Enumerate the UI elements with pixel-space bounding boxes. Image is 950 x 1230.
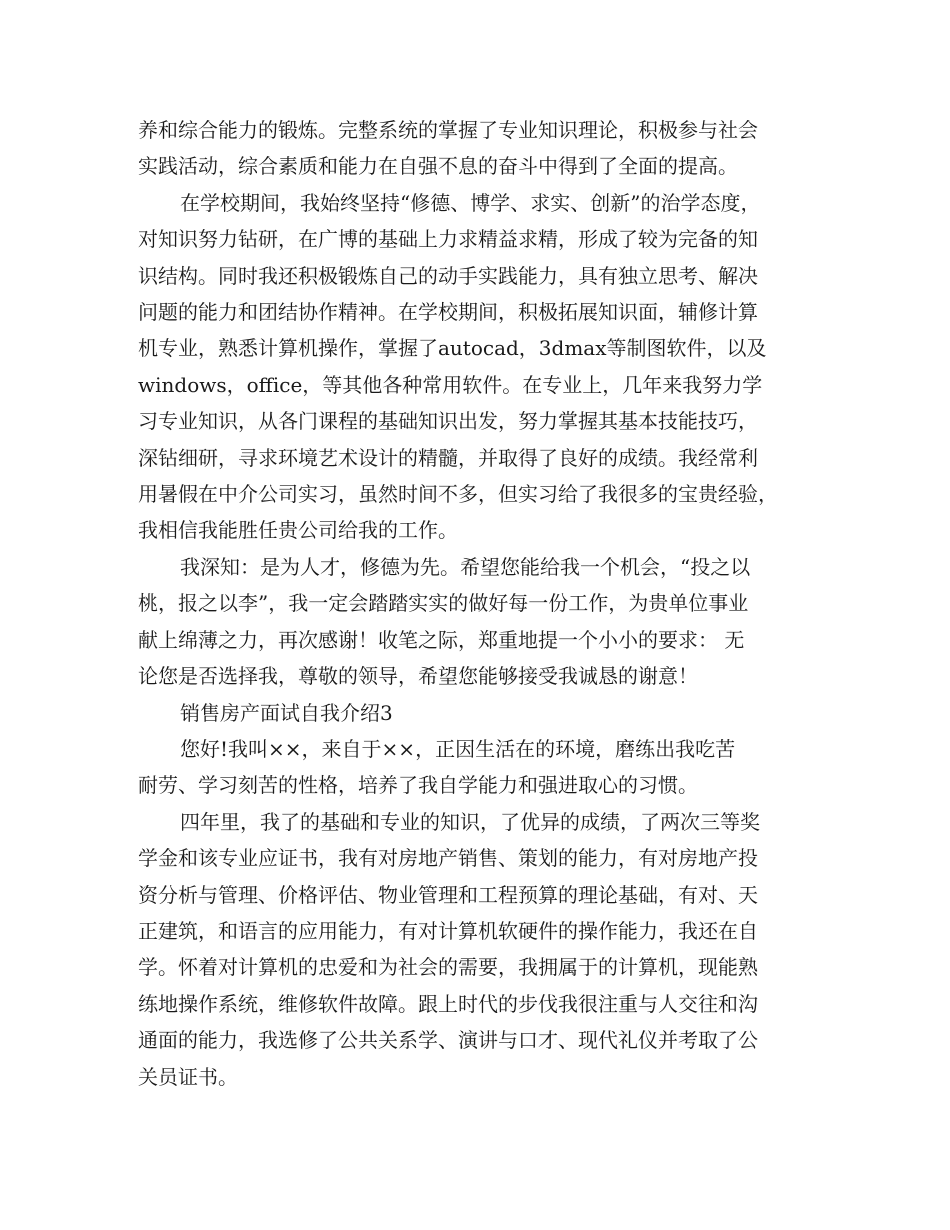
text-line: 练地操作系统，维修软件故障。跟上时代的步伐我很注重与人交往和沟 xyxy=(138,991,758,1016)
text-line: 献上绵薄之力，再次感谢！收笔之际，郑重地提一个小小的要求： 无 xyxy=(138,627,745,652)
text-line: 识结构。同时我还积极锻炼自己的动手实践能力，具有独立思考、解决 xyxy=(138,263,758,288)
text-line: 我深知：是为人才，修德为先。希望您能给我一个机会，“投之以 xyxy=(180,554,751,579)
text-line: 习专业知识，从各门课程的基础知识出发，努力掌握其基本技能技巧， xyxy=(138,409,758,434)
text-line: 问题的能力和团结协作精神。在学校期间，积极拓展知识面，辅修计算 xyxy=(138,300,758,325)
paragraph-3 xyxy=(138,549,818,695)
text-line: 深钻细研，寻求环境艺术设计的精髓，并取得了良好的成绩。我经常利 xyxy=(138,445,758,470)
text-line: 四年里，我了的基础和专业的知识，了优异的成绩，了两次三等奖 xyxy=(180,809,760,834)
text-line: 您好!我叫××，来自于××，正因生活在的环境，磨练出我吃苦 xyxy=(180,736,736,761)
text-line: 耐劳、学习刻苦的性格，培养了我自学能力和强进取心的习惯。 xyxy=(138,773,698,798)
text-line: 实践活动，综合素质和能力在自强不息的奋斗中得到了全面的提高。 xyxy=(138,154,738,179)
text-line: 用暑假在中介公司实习，虽然时间不多，但实习给了我很多的宝贵经验， xyxy=(138,482,778,507)
paragraph-1 xyxy=(138,112,818,185)
paragraph-5 xyxy=(138,731,818,804)
text-line: 养和综合能力的锻炼。完整系统的掌握了专业知识理论，积极参与社会 xyxy=(138,118,758,142)
text-line: 资分析与管理、价格评估、物业管理和工程预算的理论基础，有对、天 xyxy=(138,882,758,907)
text-line: 学金和该专业应证书，我有对房地产销售、策划的能力，有对房地产投 xyxy=(138,846,758,871)
paragraph-2 xyxy=(138,185,818,549)
text-line: 学。怀着对计算机的忠爱和为社会的需要，我拥属于的计算机，现能熟 xyxy=(138,955,758,980)
text-line: 对知识努力钻研，在广博的基础上力求精益求精，形成了较为完备的知 xyxy=(138,227,758,252)
text-line: 论您是否选择我，尊敬的领导，希望您能够接受我诚恳的谢意！ xyxy=(138,664,698,689)
text-line: windows，office，等其他各种常用软件。在专业上，几年来我努力学 xyxy=(138,372,763,397)
text-line: 销售房产面试自我介绍3 xyxy=(180,700,393,725)
text-line: 我相信我能胜任贵公司给我的工作。 xyxy=(138,518,458,543)
text-line: 桃，报之以李”，我一定会踏踏实实的做好每一份工作，为贵单位事业 xyxy=(138,591,749,616)
text-line: 机专业，熟悉计算机操作，掌握了autocad，3dmax等制图软件，以及 xyxy=(138,336,767,361)
paragraph-6 xyxy=(138,804,818,1095)
text-line: 关员证书。 xyxy=(138,1064,238,1089)
text-line: 正建筑，和语言的应用能力，有对计算机软硬件的操作能力，我还在自 xyxy=(138,918,758,943)
section-heading xyxy=(138,695,818,731)
text-line: 在学校期间，我始终坚持“修德、博学、求实、创新”的治学态度， xyxy=(180,190,761,215)
text-line: 通面的能力，我选修了公共关系学、演讲与口才、现代礼仪并考取了公 xyxy=(138,1028,758,1053)
document-page xyxy=(138,112,818,1095)
